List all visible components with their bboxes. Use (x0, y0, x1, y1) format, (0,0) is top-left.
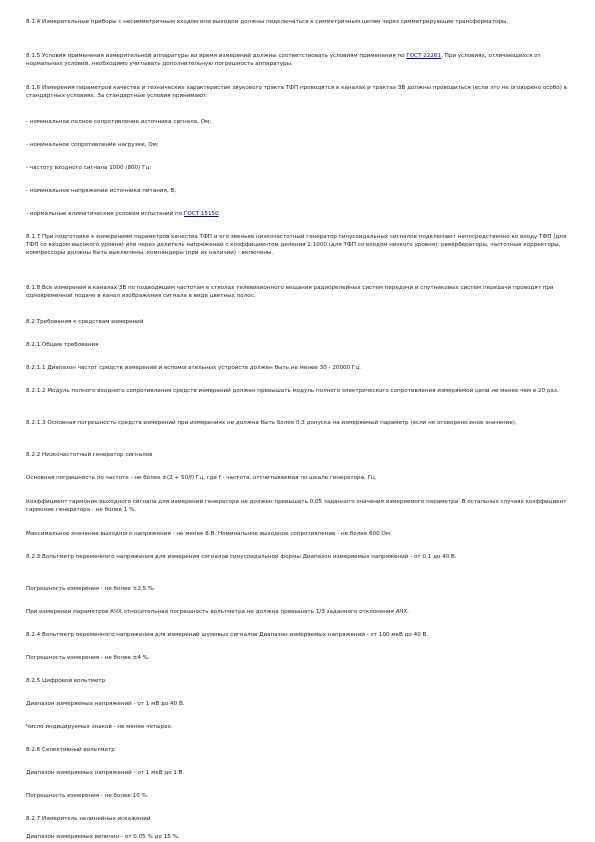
list-item: - нормальные климатические условия испытаний по ГОСТ 15150. (26, 211, 221, 217)
link-gost-22261[interactable]: ГОСТ 22261 (406, 53, 442, 59)
paragraph: Диапазон измеряемых напряжений - от 1 мВ до 40 В. (26, 701, 185, 707)
paragraph-8-2-4: 8.2.4 Вольтметр переменного напряжения для измерений шумовых сигналов Диапазон измеряемых напряжений - от 100 мкВ до 40 В. (26, 632, 429, 638)
subsection-heading-8-2-1: 8.2.1 Общие требования (26, 342, 99, 348)
paragraph-8-1-5: 8.1.5 Условия применения измерительной аппаратуры во время измерений должны соответствовать условиям применения по ГОСТ 22261. При условиях, отличающихся от нормальных условий, необходимо учитывать дополнительную погрешность аппаратуры. (26, 53, 541, 68)
link-gost-15150[interactable]: ГОСТ 15150 (183, 211, 219, 217)
subsection-heading-8-2-2: 8.2.2 Низкочастотный генератор сигналов (26, 452, 153, 458)
list-item: - частоту входного сигнала 1000 (800) Гц; (26, 165, 152, 171)
paragraph-8-2-1-1: 8.2.1.1 Диапазон частот средств измерений и вспомогательных устройств должен быть не менее 30 - 20000 Гц. (26, 365, 361, 371)
list-item: - номинальное сопротивление нагрузки, Ом; (26, 142, 159, 148)
subsection-heading-8-2-6: 8.2.6 Селективный вольтметр (26, 747, 115, 753)
paragraph: Диапазон измеряемых напряжений - от 1 мкВ до 1 В. (26, 770, 185, 776)
subsection-heading-8-2-7: 8.2.7 Измеритель нелинейных искажений (26, 816, 151, 822)
paragraph-8-1-4: 8.1.4 Измерительные приборы с несимметричным входом или выходом должны подключаться к симметричным цепям через симметрирующие трансформаторы. (26, 19, 509, 25)
paragraph-8-2-1-3: 8.2.1.3 Основная погрешность средств измерений при измерениях не должна быть более 0,3 допуска на измеряемый параметр (если не оговорено иное значение). (26, 420, 517, 426)
subsection-heading-8-2-5: 8.2.5 Цифровой вольтметр (26, 678, 106, 684)
paragraph: Коэффициент гармоник выходного сигнала для измерений генератора не должен превышать 0,05 заданного значения измеряемого параметра. В остальных случаях коэффициент гармоник генератора - не более 1 %. (26, 499, 567, 514)
paragraph: При измерении параметров АЧХ относительная погрешность вольтметра не должна превышать 1/3 заданного отклонения АЧХ. (26, 609, 409, 615)
paragraph: Диапазон измеряемых величин - от 0,05 % до 15 %. (26, 834, 180, 840)
paragraph-8-2-1-2: 8.2.1.2 Модуль полного входного сопротивления средств измерений должен превышать модуль полного электрического сопротивления измеряемой цепи не менее чем в 20 раз. (26, 388, 559, 394)
paragraph: Основная погрешность по частоте - не более ±(2 + 50/f) Гц, где f - частота, отсчитываемая по шкале генератора, Гц. (26, 475, 377, 481)
list-item: - номинальное полное сопротивление источника сигнала, Ом; (26, 119, 212, 125)
paragraph: Число индицируемых знаков - не менее четырех. (26, 724, 173, 730)
paragraph-8-1-8: 8.1.8 Все измерения в каналах ЗВ по подводящим частотам в стволах телевизионного вещания радиорелейных систем передачи и спутниковых систем передачи проводят при одновременной подаче в канал изображения сигнала в виде цветных полос. (26, 285, 554, 300)
paragraph: Погрешность измерения - не более ±2,5 %. (26, 586, 156, 592)
section-heading-8-2: 8.2 Требования к средствам измерений (26, 319, 144, 325)
paragraph-8-1-6: 8.1.6 Измерения параметров качества и технических характеристик звукового тракта ТФП проводятся в каналах и трактах ЗВ должны проводиться (если это не оговорено особо) в стандартных условиях. За стандартные условия принимают: (26, 85, 567, 100)
paragraph-8-2-3: 8.2.3 Вольтметр переменного напряжения для измерения сигналов синусоидальной формы Диапазон измеряемых напряжений - от 0,1 до 40 В. (26, 554, 457, 560)
list-item: - номинальное напряжение источника питания, В; (26, 188, 177, 194)
paragraph: Погрешность измерения - не более 10 %. (26, 793, 149, 799)
paragraph: Погрешность измерения - не более ±4 %. (26, 655, 150, 661)
paragraph: Максимальное значение выходного напряжения - не менее 8 В. Номинальное выходное сопротивление - не более 600 Ом. (26, 531, 392, 537)
paragraph-8-1-7: 8.1.7 При подготовке к измерениям параметров качества ТФП и его звеньев низкочастотный генератор синусоидальных сигналов подключают непосредственно ко входу ТФП (для ТФП со входом высокого уровня) или через делитель напряжений с коэффициентом деления 1:1000 (для ТФП со входом низкого уровня); ревербераторы, частотные корректоры, компрессоры должны быть выключены, компандеры (при их наличии) - включены. (26, 234, 567, 257)
